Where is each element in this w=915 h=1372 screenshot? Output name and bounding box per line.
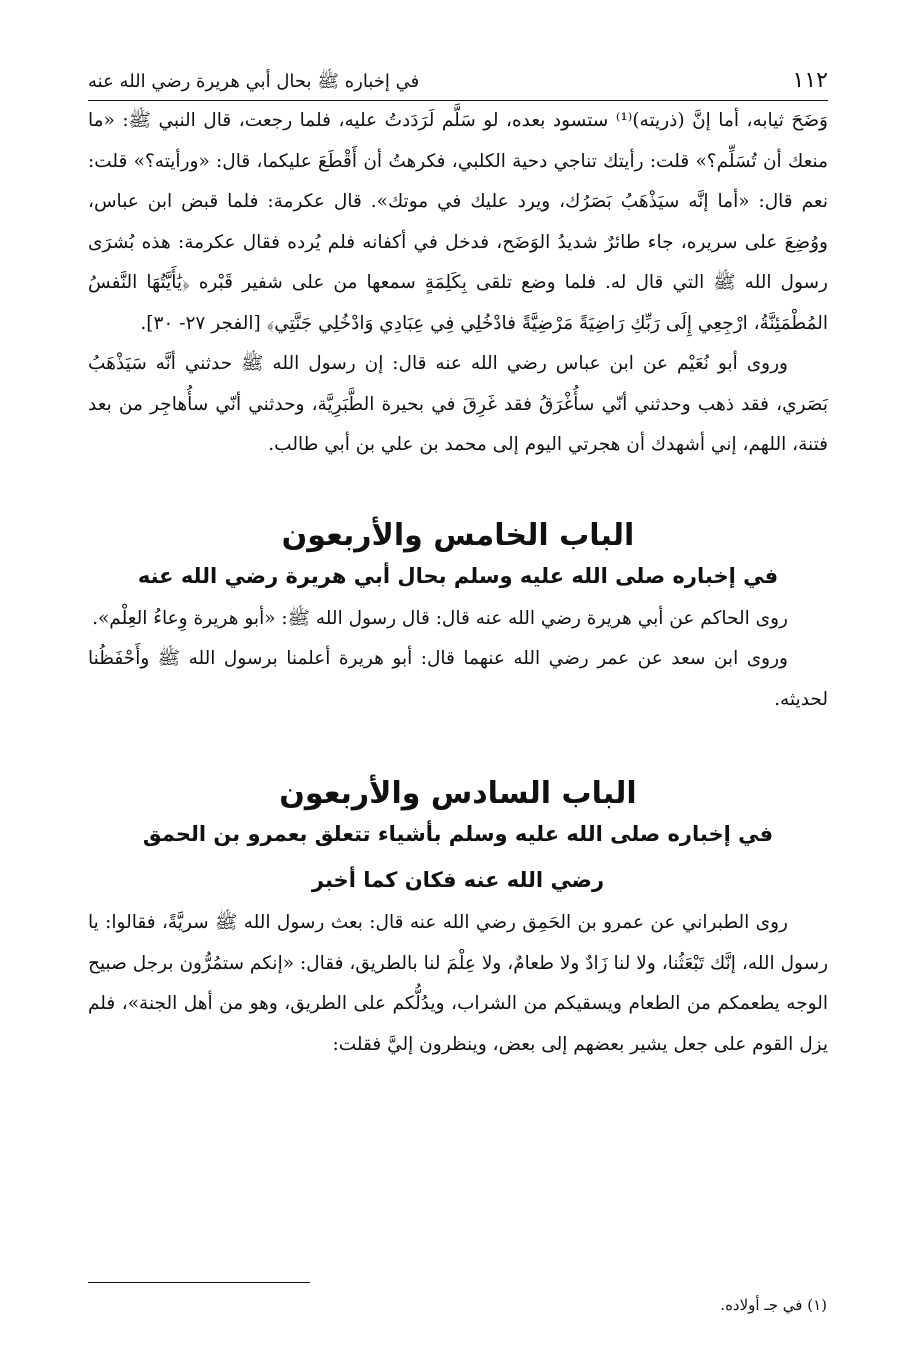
continued-paragraph: وَضَحَ ثيابه، أما إنَّ (ذريته)⁽¹⁾ ستسود بعده، لو سَلَّم لَرَدَدتُ عليه، فلما رجعت، قال النبي ﷺ: «ما منعك أن تُسَلِّم؟» قلت: رأيتك تناجي دحية الكلبي، فكرهتُ أن أَقْطَعَ عليكما، قال: «ورأيته؟» قلت: نعم قال: «أما إنَّه سيَذْهَبُ بَصَرُك، ويرد عليك في موتك». قال عكرمة: فلما قبض ابن عباس، ووُضِعَ على سريره، جاء طائرٌ شديدُ الوَضَح، فدخل في أكفانه فلم يُرده فقال عكرمة: هذه بُشرَى رسول الله ﷺ التي قال له. فلما وضع تلقى بِكَلِمَةٍ سمعها من على شفير قَبْره ﴿يَٰأَيَّتُهَا النَّفسُ المُطْمَئِنَّةُ، ارْجِعِي إِلَى رَبِّكِ رَاضِيَةً مَرْضِيَّةً فادْخُلِي فِي عِبَادِي وَادْخُلِي جَنَّتِي﴾ [الفجر ٢٧- ٣٠]. <box>88 110 828 334</box>
hakim-paragraph: روى الحاكم عن أبي هريرة رضي الله عنه قال: قال رسول الله ﷺ: «أبو هريرة وِعاءُ العِلْم». <box>92 607 788 629</box>
chapter-45-subtitle: في إخباره صلى الله عليه وسلم بحال أبي هريرة رضي الله عنه <box>137 563 779 588</box>
tabarani-paragraph: روى الطبراني عن عمرو بن الحَمِق رضي الله عنه قال: بعث رسول الله ﷺ سريَّةً، فقالوا: يا رسول الله، إنَّك تَبْعَثُنا، ولا لنا زَادٌ ولا طعامٌ، ولا عِلْمَ لنا بالطريق، فقال: «إنكم ستمُرُّون برجل صبيح الوجه يطعمكم من الطعام ويسقيكم من الشراب، ويدُلُّكم على الطريق، وهو من أهل الجنة»، فلم يزل القوم على جعل يشير بعضهم إلى بعض، وينظرون إليَّ فقلت: <box>88 912 828 1055</box>
page-number: ١١٢ <box>792 68 828 93</box>
chapter-46-subtitle-line2: رضي الله عنه فكان كما أخبر <box>311 868 605 892</box>
running-title: في إخباره ﷺ بحال أبي هريرة رضي الله عنه <box>88 71 420 92</box>
chapter-46-subtitle-line1: في إخباره صلى الله عليه وسلم بأشياء تتعلق بعمرو بن الحمق <box>142 822 774 846</box>
abu-nuaym-paragraph: وروى أبو نُعَيْم عن ابن عباس رضي الله عنه قال: إن رسول الله ﷺ حدثني أنَّه سَيَذْهَبُ بَصَري، فقد ذهب وحدثني أنّي سأُغْرَقُ فقد غَرِقَ في بحيرة الطَّبَرِيَّة، وحدثني أنّي سأُهاجِر من بعد فتنة، اللهم، إني أشهدك أن هجرتي اليوم إلى محمد بن علي بن أبي طالب. <box>88 353 828 455</box>
book-page <box>88 62 828 1065</box>
footnote: (١) في جـ أولاده. <box>720 1296 827 1314</box>
footnote-divider <box>88 1282 310 1283</box>
chapter-46-title: الباب السادس والأربعون <box>279 776 637 811</box>
chapter-45-title: الباب الخامس والأربعون <box>281 517 635 553</box>
running-header <box>88 62 828 101</box>
ibn-saad-paragraph: وروى ابن سعد عن عمر رضي الله عنهما قال: أبو هريرة أعلمنا برسول الله ﷺ وأَحْفَظُنا لحديثه. <box>88 648 828 710</box>
